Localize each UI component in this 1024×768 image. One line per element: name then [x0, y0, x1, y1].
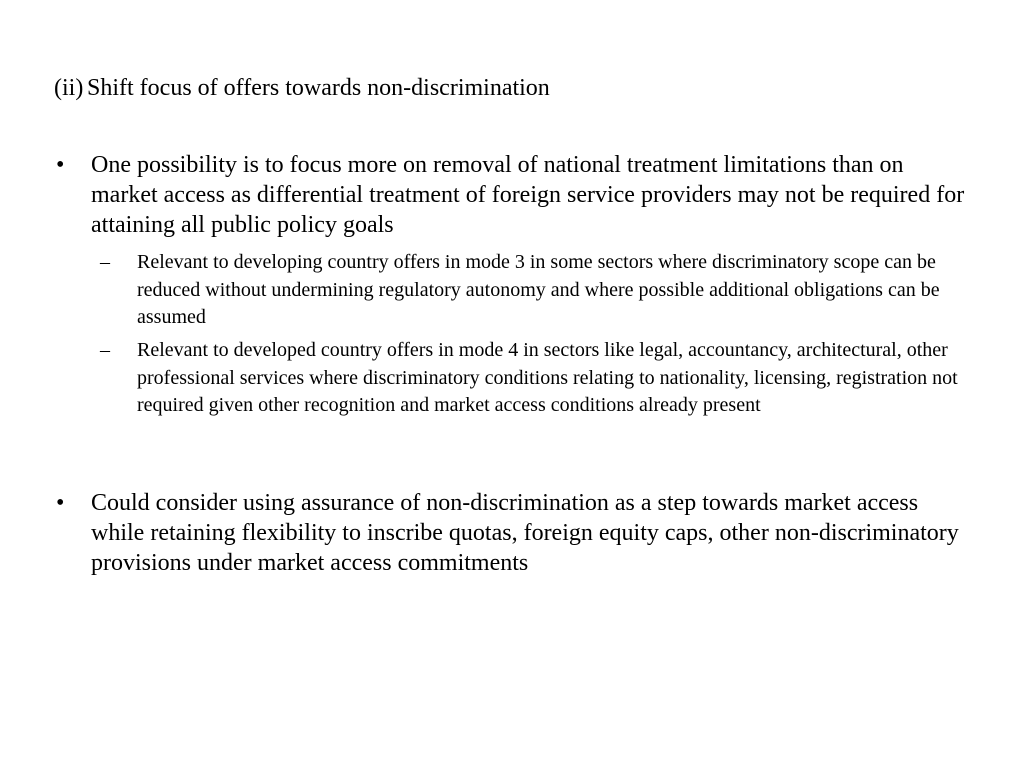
sub-bullet-marker: – — [100, 251, 110, 273]
bullet-marker: • — [56, 490, 65, 516]
section-heading — [54, 73, 550, 103]
sub-bullet-text: Relevant to developed country offers in mode 4 in sectors like legal, accountancy, architectural, other professional services where discriminatory conditions relating to nationality, licensing, registration not required given other recognition and market access conditions already present — [137, 339, 958, 416]
bullet-text: Could consider using assurance of non-discrimination as a step towards market access while retaining flexibility to inscribe quotas, foreign equity caps, other non-discriminatory provisions under market access commitments — [91, 490, 959, 576]
sub-bullet-text: Relevant to developing country offers in mode 3 in some sectors where discriminatory scope can be reduced without undermining regulatory autonomy and where possible additional obligations can be assumed — [137, 251, 940, 328]
section-title: Shift focus of offers towards non-discrimination — [87, 75, 550, 101]
section-number: (ii) — [54, 75, 84, 101]
bullet-marker: • — [56, 152, 65, 178]
sub-bullet-marker: – — [100, 339, 110, 361]
bullet-text: One possibility is to focus more on removal of national treatment limitations than on market access as differential treatment of foreign service providers may not be required for attaining all public policy goals — [91, 152, 965, 238]
